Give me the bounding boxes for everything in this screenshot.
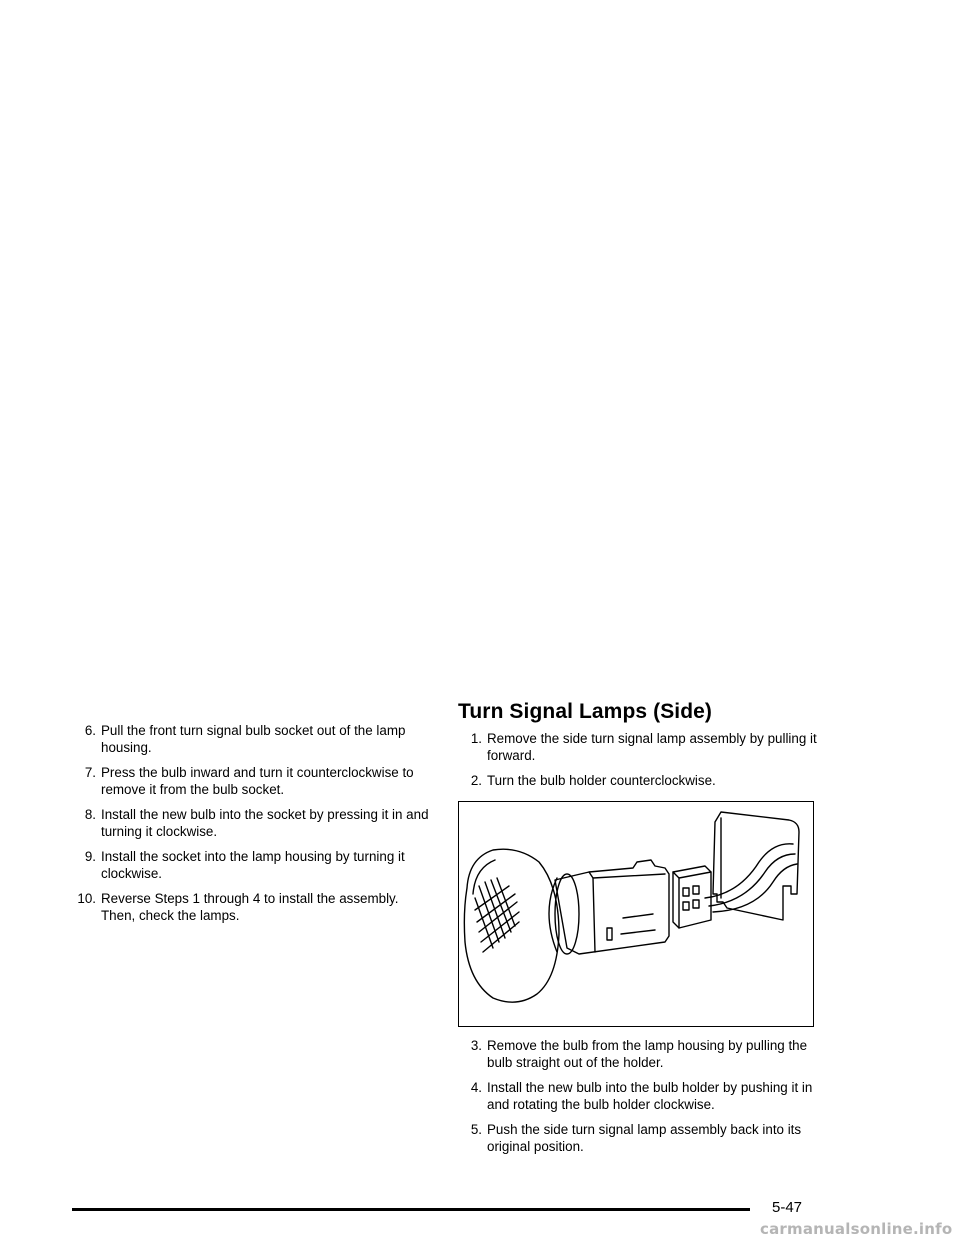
step-text: Press the bulb inward and turn it counterclockwise to remove it from the bulb socket. — [101, 765, 414, 797]
step-text: Pull the front turn signal bulb socket out of the lamp housing. — [101, 723, 406, 755]
step-number: 4. — [470, 1080, 482, 1095]
step-text: Reverse Steps 1 through 4 to install the assembly. Then, check the lamps. — [101, 891, 399, 923]
step-number: 1. — [470, 731, 482, 746]
step-item — [458, 772, 820, 789]
step-text: Install the socket into the lamp housing by turning it clockwise. — [101, 849, 405, 881]
section-title: Turn Signal Lamps (Side) — [458, 700, 713, 723]
left-column — [72, 722, 434, 932]
side-turn-signal-lamp-drawing — [459, 802, 813, 1026]
right-column — [458, 700, 820, 1163]
step-item — [458, 1037, 820, 1071]
left-step-list — [72, 722, 434, 924]
step-text: Turn the bulb holder counterclockwise. — [487, 773, 716, 788]
step-number: 2. — [470, 773, 482, 788]
step-number: 5. — [470, 1122, 482, 1137]
step-list-before — [458, 730, 820, 789]
step-text: Push the side turn signal lamp assembly back into its original position. — [487, 1122, 802, 1154]
step-text: Remove the bulb from the lamp housing by pulling the bulb straight out of the holder. — [487, 1038, 808, 1070]
step-item — [72, 764, 434, 798]
page-number: 5-47 — [772, 1199, 803, 1216]
step-number: 10. — [77, 891, 96, 906]
step-number: 8. — [84, 807, 96, 822]
step-item — [458, 730, 820, 764]
step-number: 6. — [84, 723, 96, 738]
step-item — [72, 890, 434, 924]
watermark: carmanualsonline.info — [760, 1220, 953, 1238]
step-text: Install the new bulb into the bulb holder by pushing it in and rotating the bulb holder clockwise. — [487, 1080, 813, 1112]
step-item — [72, 722, 434, 756]
step-number: 7. — [84, 765, 96, 780]
step-text: Install the new bulb into the socket by pressing it in and turning it clockwise. — [101, 807, 429, 839]
lamp-illustration — [458, 801, 814, 1027]
step-number: 9. — [84, 849, 96, 864]
step-item — [72, 848, 434, 882]
step-text: Remove the side turn signal lamp assembly by pulling it forward. — [487, 731, 817, 763]
step-item — [458, 1079, 820, 1113]
step-list-after — [458, 1037, 820, 1155]
step-item — [458, 1121, 820, 1155]
footer-divider — [72, 1208, 750, 1211]
step-item — [72, 806, 434, 840]
step-number: 3. — [470, 1038, 482, 1053]
